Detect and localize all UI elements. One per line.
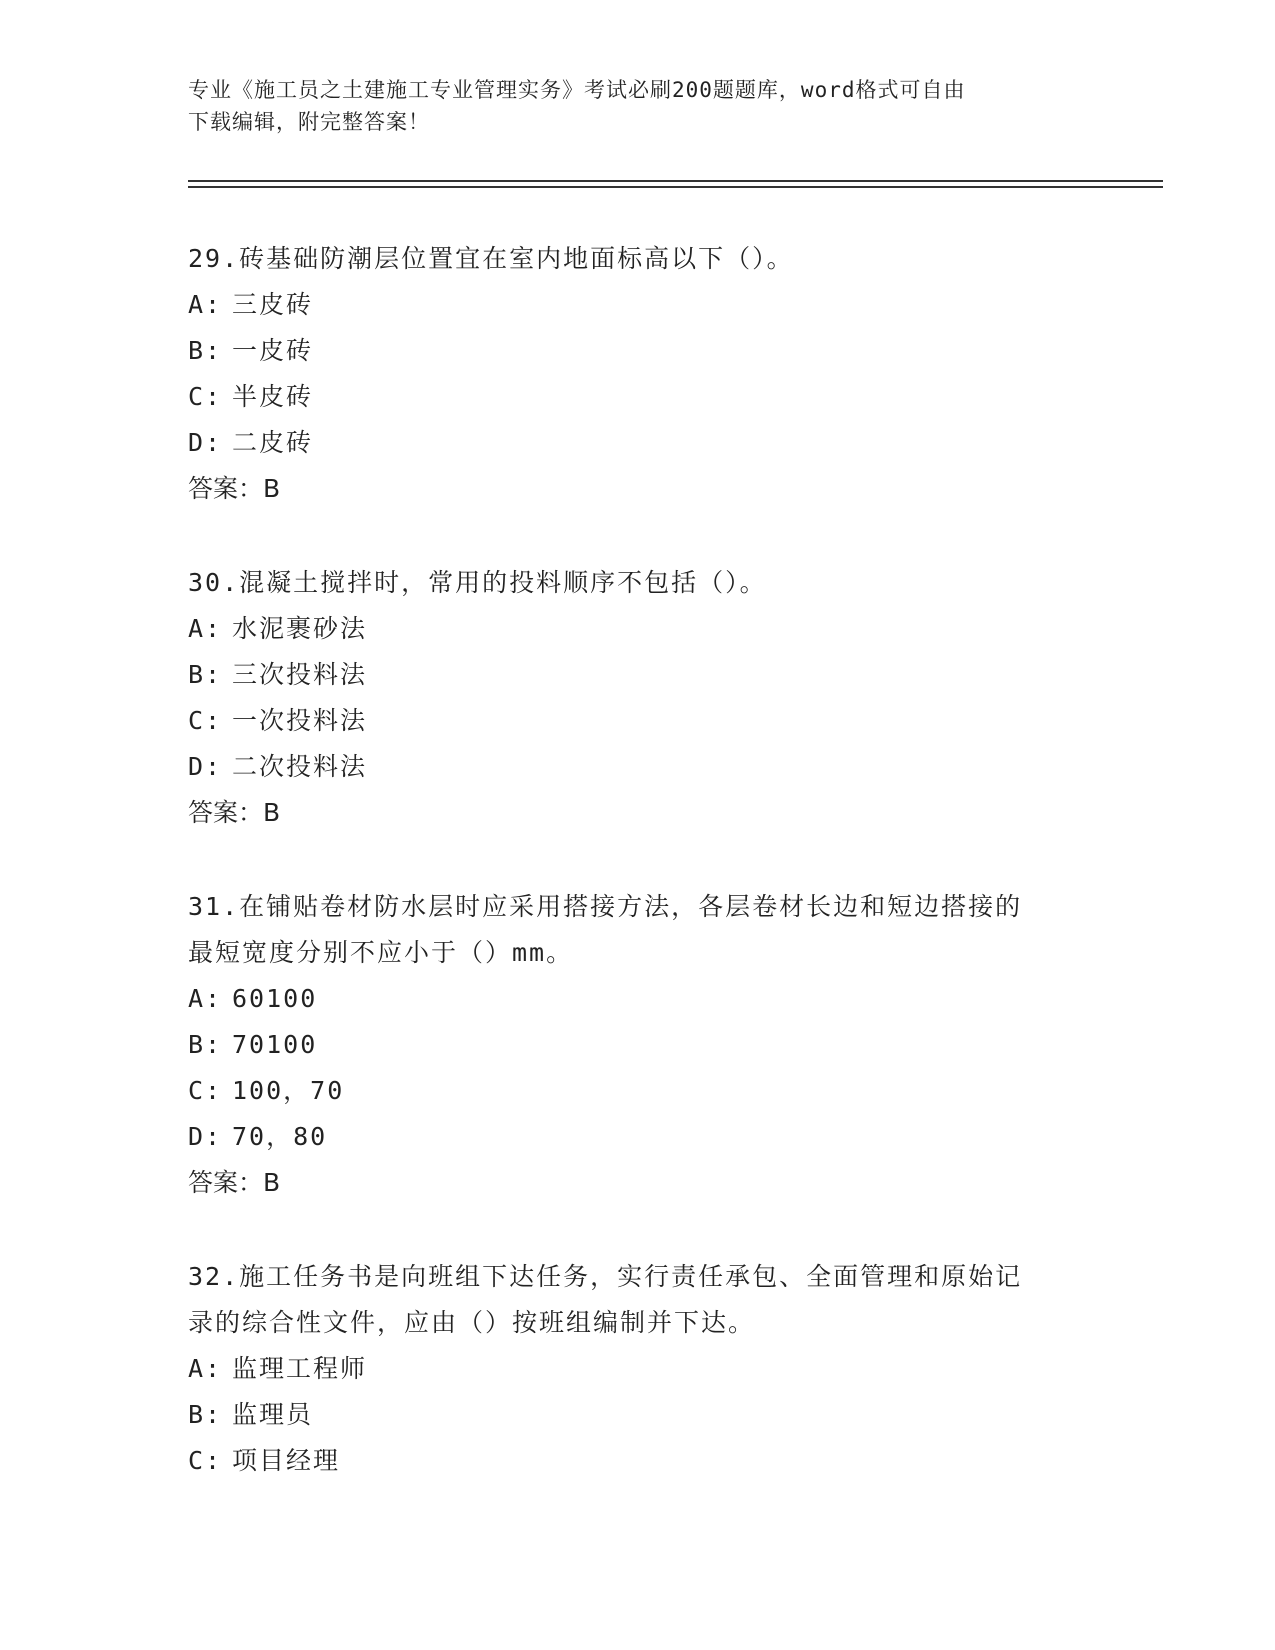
option-c [188, 1068, 1088, 1114]
option-d [188, 420, 1088, 466]
option-d [188, 744, 1088, 790]
option-letter: B: [188, 1030, 223, 1059]
option-text: 70100 [232, 1030, 318, 1059]
answer-line: 答案：B [188, 474, 281, 503]
option-letter: C: [188, 706, 223, 735]
option-letter: B: [188, 1400, 223, 1429]
header-divider-top [188, 180, 1163, 182]
option-text: 项目经理 [232, 1446, 341, 1475]
question-stem-line-1: 32.施工任务书是向班组下达任务，实行责任承包、全面管理和原始记 [188, 1262, 1023, 1291]
answer-line: 答案：B [188, 1168, 281, 1197]
question-stem-line-2: 录的综合性文件，应由（）按班组编制并下达。 [188, 1308, 756, 1337]
option-letter: A: [188, 614, 223, 643]
question-32 [188, 1254, 1088, 1484]
question-stem-line-2: 最短宽度分别不应小于（）mm。 [188, 938, 574, 967]
option-text: 监理员 [232, 1400, 314, 1429]
question-stem: 30.混凝土搅拌时，常用的投料顺序不包括（）。 [188, 568, 767, 597]
option-letter: D: [188, 752, 223, 781]
option-c [188, 374, 1088, 420]
option-letter: B: [188, 660, 223, 689]
header-line-1: 专业《施工员之土建施工专业管理实务》考试必刷200题题库，word格式可自由 [188, 78, 966, 102]
option-c [188, 1438, 1088, 1484]
question-31 [188, 884, 1088, 1206]
option-a [188, 282, 1088, 328]
option-b [188, 328, 1088, 374]
option-c [188, 698, 1088, 744]
question-stem-line-1: 31.在铺贴卷材防水层时应采用搭接方法，各层卷材长边和短边搭接的 [188, 892, 1023, 921]
option-b [188, 1392, 1088, 1438]
option-a [188, 976, 1088, 1022]
header-divider-bottom [188, 186, 1163, 188]
option-text: 半皮砖 [232, 382, 314, 411]
option-a [188, 1346, 1088, 1392]
option-letter: B: [188, 336, 223, 365]
option-text: 二次投料法 [232, 752, 368, 781]
answer-line: 答案：B [188, 798, 281, 827]
question-29 [188, 236, 1088, 512]
question-30 [188, 560, 1088, 836]
option-d [188, 1114, 1088, 1160]
question-list [188, 236, 1088, 1532]
question-stem: 29.砖基础防潮层位置宜在室内地面标高以下（）。 [188, 244, 794, 273]
option-text: 100，70 [232, 1076, 345, 1105]
header-line-2: 下载编辑，附完整答案！ [188, 110, 430, 134]
option-letter: C: [188, 382, 223, 411]
option-a [188, 606, 1088, 652]
option-text: 一次投料法 [232, 706, 368, 735]
option-letter: A: [188, 290, 223, 319]
document-header [188, 74, 1068, 138]
option-letter: C: [188, 1446, 223, 1475]
option-text: 监理工程师 [232, 1354, 368, 1383]
option-text: 70，80 [232, 1122, 328, 1151]
option-text: 水泥裹砂法 [232, 614, 368, 643]
option-b [188, 652, 1088, 698]
option-letter: A: [188, 1354, 223, 1383]
option-text: 三皮砖 [232, 290, 314, 319]
option-letter: D: [188, 428, 223, 457]
option-letter: C: [188, 1076, 223, 1105]
option-letter: D: [188, 1122, 223, 1151]
option-text: 三次投料法 [232, 660, 368, 689]
option-letter: A: [188, 984, 223, 1013]
option-text: 一皮砖 [232, 336, 314, 365]
option-text: 二皮砖 [232, 428, 314, 457]
option-b [188, 1022, 1088, 1068]
option-text: 60100 [232, 984, 318, 1013]
